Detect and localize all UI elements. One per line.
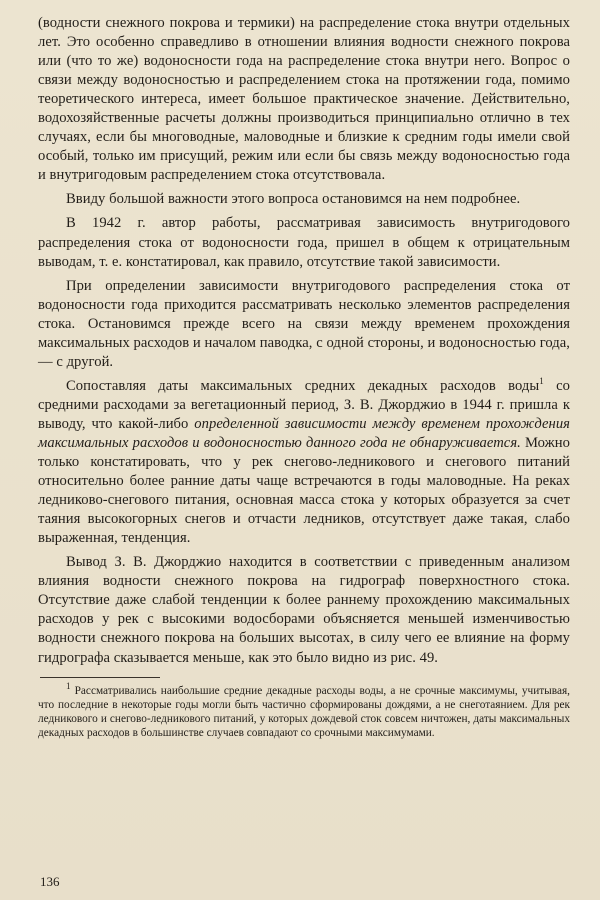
- paragraph-5-text-a: Сопоставляя даты максимальных средних декадных расходов воды: [66, 377, 540, 394]
- footnote-text: Рассматривались наибольшие средние декадные расходы воды, а не срочные максимумы, учитывая, что последние в некоторые годы могли быть частично сформированы дождями, а не снеготаянием. Для рек ледникового и снегово-ледникового питаний, у которых дождевой сток совсем ничтожен, даты максимальных декадных расходов в большинстве случаев совпадают со срочными максимумами.: [38, 684, 570, 740]
- paragraph-3: В 1942 г. автор работы, рассматривая зависимость внутригодового распределения стока от водоносности года, пришел в общем к отрицательным выводам, т. е. констатировал, как правило, отсутствие такой зависимости.: [38, 215, 570, 270]
- paragraph-5-text-b: со средними расходами за вегетационный период, З. В. Джорджио в 1944 г. пришла к выводу, что какой-либо: [38, 377, 570, 432]
- footnote-mark: 1: [66, 680, 71, 691]
- footnote-reference: 1: [539, 375, 544, 386]
- paragraph-5-italic: определенной зависимости между временем прохождения максимальных расходов и водоносностью данного года не обнаруживается.: [38, 415, 570, 451]
- paragraph-6: Вывод З. В. Джорджио находится в соответствии с приведенным анализом влияния водности снежного покрова на гидрограф поверхностного стока. Отсутствие даже слабой тенденции к более раннему прохождению максимальных расходов у рек с высокими водосборами объясняется меньшей изменчивостью водности снежного покрова на больших высотах, в силу чего ее влияние на форму гидрографа сказывается меньше, как это было видно из рис. 49.: [38, 554, 570, 666]
- paragraph-5: [38, 377, 570, 548]
- paragraph-2: Ввиду большой важности этого вопроса остановимся на нем подробнее.: [66, 191, 521, 208]
- footnote: [38, 680, 570, 741]
- paragraph-1: (водности снежного покрова и термики) на распределение стока внутри отдельных лет. Это особенно справедливо в отношении влияния водности снежного покрова или (что то же) водоносности года на распределение стока внутри него. Вопрос о связи между водоносностью и распределением стока на протяжении года, помимо теоретического интереса, имеет большое практическое значение. Действительно, водохозяйственные расчеты должны производиться принципиально отлично в тех случаях, если бы многоводные, маловодные и близкие к средним годы имели свой особый, только им присущий, режим или если бы связь между водоносностью года и внутригодовым распределением стока отсутствовала.: [38, 15, 570, 184]
- paragraph-5-text-c: Можно только констатировать, что у рек снегово-ледникового и снегового питаний относительно более ранние даты чаще встречаются в годы маловодные. На реках ледниково-снегового питания, основная масса стока у которых образуется за счет таяния высокогорных снегов и отчасти ледников, отсутствует даже такая, слабо выраженная, тенденция.: [38, 434, 570, 547]
- footnote-divider: [40, 677, 160, 678]
- page-number: 136: [40, 874, 60, 889]
- paragraph-4: При определении зависимости внутригодового распределения стока от водоносности года приходится рассматривать несколько элементов распределения стока. Остановимся прежде всего на связи между временем прохождения максимальных расходов и началом паводка, с одной стороны, и водоносностью года, — с другой.: [38, 277, 570, 370]
